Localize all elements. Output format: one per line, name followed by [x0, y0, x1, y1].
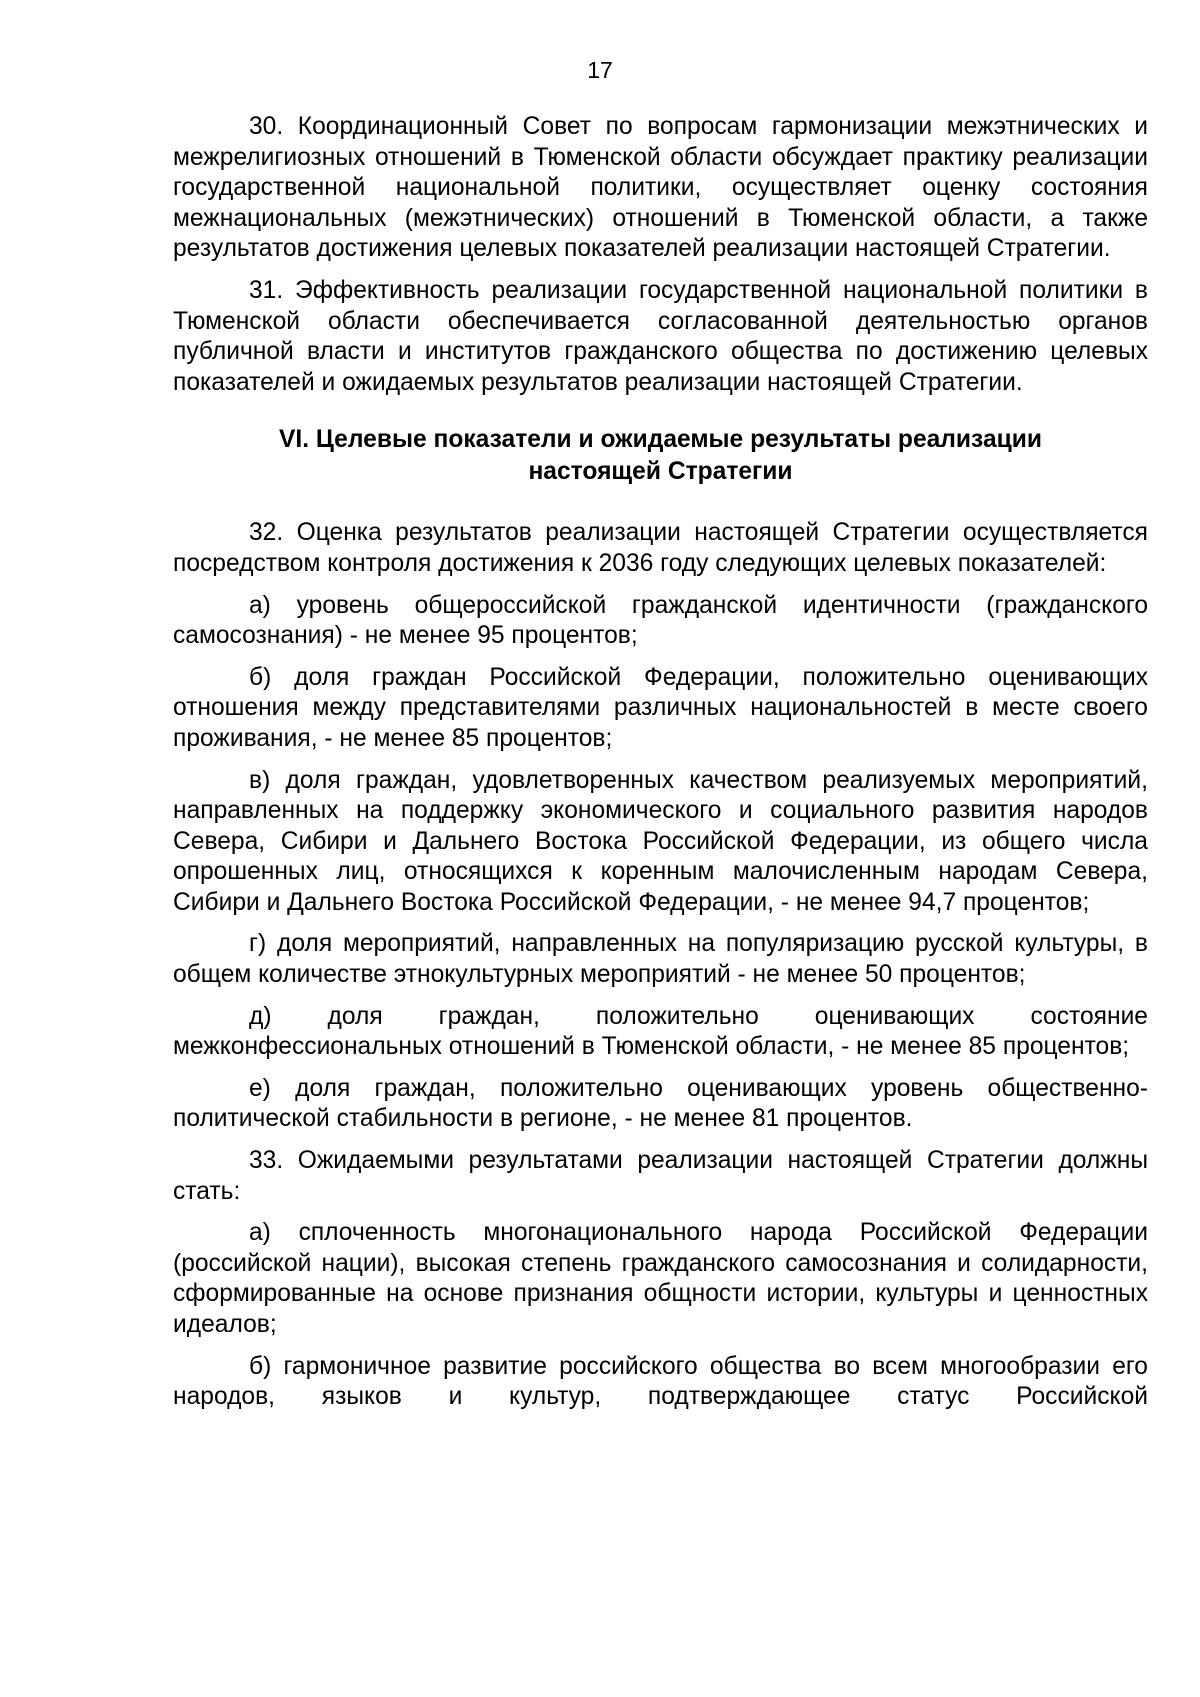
list-item-e: е) доля граждан, положительно оценивающих уровень общественно-политической стабильности в регионе, - не менее 81 процентов.	[173, 1074, 1148, 1133]
paragraph-33: 33. Ожидаемыми результатами реализации настоящей Стратегии должны стать:	[173, 1147, 1148, 1205]
list-item-g: г) доля мероприятий, направленных на популяризацию русской культуры, в общем количестве этнокультурных мероприятий - не менее 50 процентов;	[173, 930, 1148, 989]
document-body	[173, 112, 1148, 1424]
paragraph-31: 31. Эффективность реализации государственной национальной политики в Тюменской области обеспечивается согласованной деятельностью органов публичной власти и институтов гражданского общества по достижению целевых показателей и ожидаемых результатов реализации настоящей Стратегии.	[173, 276, 1148, 396]
list-item-b: б) доля граждан Российской Федерации, положительно оценивающих отношения между представителями различных национальностей в месте своего проживания, - не менее 85 процентов;	[173, 663, 1148, 752]
page-number: 17	[587, 57, 613, 83]
result-item-b: б) гармоничное развитие российского общества во всем многообразии его народов, языков и культур, подтверждающее статус Российской	[173, 1352, 1148, 1411]
list-item-a: а) уровень общероссийской гражданской идентичности (гражданского самосознания) - не менее 95 процентов;	[173, 591, 1148, 650]
list-item-v: в) доля граждан, удовлетворенных качеством реализуемых мероприятий, направленных на поддержку экономического и социального развития народов Севера, Сибири и Дальнего Востока Российской Федерации, из общего числа опрошенных лиц, относящихся к коренным малочисленным народам Севера, Сибири и Дальнего Востока Российской Федерации, - не менее 94,7 процентов;	[173, 766, 1148, 916]
section-heading-line-1: VI. Целевые показатели и ожидаемые результаты реализации	[279, 426, 1042, 454]
list-item-d: д) доля граждан, положительно оценивающих состояние межконфессиональных отношений в Тюменской области, - не менее 85 процентов;	[173, 1002, 1148, 1061]
section-heading-line-2: настоящей Стратегии	[528, 458, 793, 486]
result-item-a: а) сплоченность многонационального народа Российской Федерации (российской нации), высокая степень гражданского самосознания и солидарности, сформированные на основе признания общности истории, культуры и ценностных идеалов;	[173, 1219, 1148, 1338]
paragraph-30: 30. Координационный Совет по вопросам гармонизации межэтнических и межрелигиозных отношений в Тюменской области обсуждает практику реализации государственной национальной политики, осуществляет оценку состояния межнациональных (межэтнических) отношений в Тюменской области, а также результатов достижения целевых показателей реализации настоящей Стратегии.	[173, 113, 1148, 263]
section-heading	[173, 424, 1148, 488]
paragraph-32: 32. Оценка результатов реализации настоящей Стратегии осуществляется посредством контроля достижения к 2036 году следующих целевых показателей:	[173, 519, 1148, 577]
